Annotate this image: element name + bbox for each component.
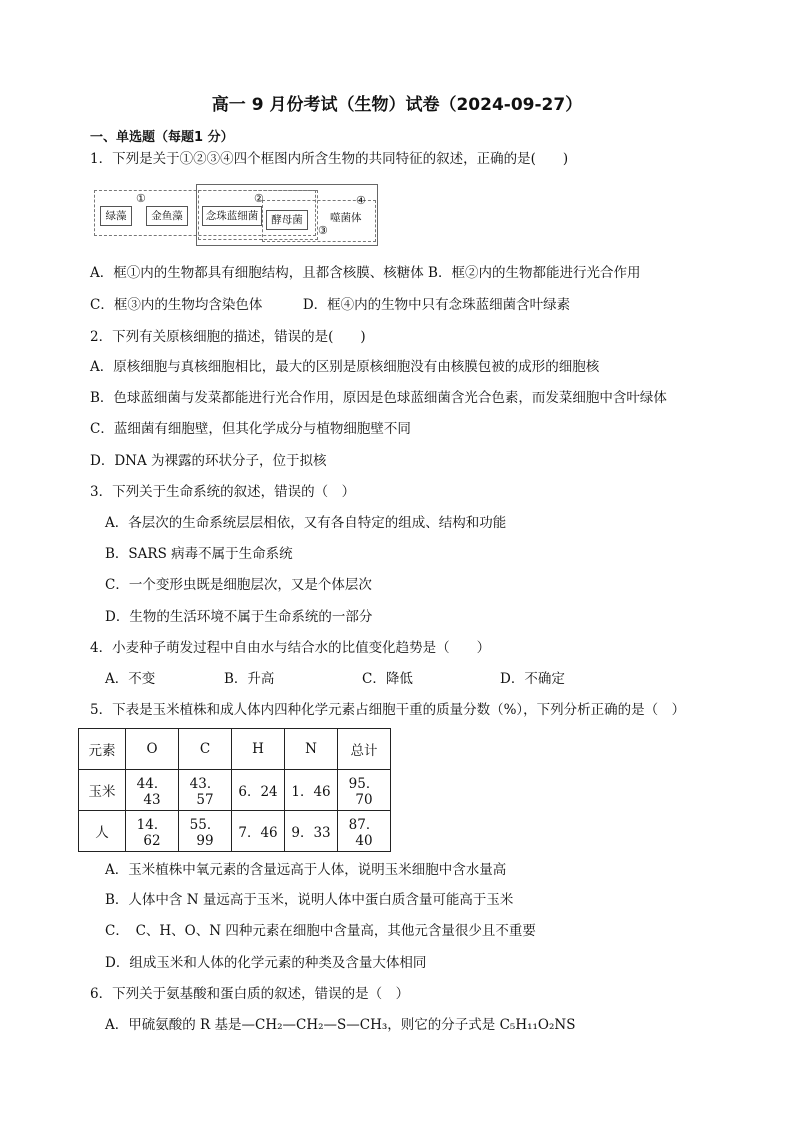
table-cell: 44．43 <box>126 770 179 811</box>
question-3-option-a: A．各层次的生命系统层层相依，又有各自特定的组成、结构和功能 <box>105 515 507 531</box>
table-header-cell: 总计 <box>338 729 391 770</box>
frame-4-label: ④ <box>356 194 366 207</box>
table-header-cell: 元素 <box>79 729 126 770</box>
table-header-cell: C <box>179 729 232 770</box>
question-1-options-ab: A．框①内的生物都具有细胞结构，且都含核膜、核糖体 B．框②内的生物都能进行光合作用 <box>90 265 641 281</box>
table-cell: 95．70 <box>338 770 391 811</box>
table-header-cell: H <box>232 729 285 770</box>
table-header-row <box>79 729 391 770</box>
organism-hornwort: 金鱼藻 <box>146 206 188 226</box>
question-1-options-cd: C．框③内的生物均含染色体 D．框④内的生物中只有念珠蓝细菌含叶绿素 <box>90 297 571 313</box>
table-cell: 14．62 <box>126 811 179 852</box>
frame-2-label: ② <box>254 192 264 205</box>
question-2-option-b: B．色球蓝细菌与发菜都能进行光合作用，原因是色球蓝细菌含光合色素，而发菜细胞中含叶绿体 <box>90 390 667 406</box>
question-5-stem: 5．下表是玉米植株和成人体内四种化学元素占细胞干重的质量分数（%），下列分析正确的是（ ） <box>90 702 686 718</box>
question-6-stem: 6．下列关于氨基酸和蛋白质的叙述，错误的是（ ） <box>90 986 410 1002</box>
question-4-option-d: D．不确定 <box>500 671 565 687</box>
table-cell: 6．24 <box>232 770 285 811</box>
question-3-option-b: B．SARS 病毒不属于生命系统 <box>105 546 293 562</box>
question-4-option-b: B．升高 <box>224 671 275 687</box>
table-cell: 1．46 <box>285 770 338 811</box>
question-2-option-a: A．原核细胞与真核细胞相比，最大的区别是原核细胞没有由核膜包被的成形的细胞核 <box>90 359 600 375</box>
table-cell: 玉米 <box>79 770 126 811</box>
section-heading: 一、单选题（每题1 分） <box>90 130 234 145</box>
table-cell: 55．99 <box>179 811 232 852</box>
question-5-option-d: D．组成玉米和人体的化学元素的种类及含量大体相同 <box>105 955 427 971</box>
page-title: 高一 9 月份考试（生物）试卷（2024-09-27） <box>211 95 583 115</box>
question-5-option-a: A．玉米植株中氧元素的含量远高于人体，说明玉米细胞中含水量高 <box>105 862 507 878</box>
question-3-option-c: C．一个变形虫既是细胞层次，又是个体层次 <box>105 577 372 593</box>
table-cell: 9．33 <box>285 811 338 852</box>
question-2-stem: 2．下列有关原核细胞的描述，错误的是( ) <box>90 329 366 345</box>
question-3-stem: 3．下列关于生命系统的叙述，错误的（ ） <box>90 484 356 500</box>
question-2-option-d: D．DNA 为裸露的环状分子，位于拟核 <box>90 453 327 469</box>
table-row <box>79 770 391 811</box>
table-header-cell: N <box>285 729 338 770</box>
question-5-option-c: C． C、H、O、N 四种元素在细胞中含量高，其他元含量很少且不重要 <box>105 923 536 939</box>
table-cell: 43．57 <box>179 770 232 811</box>
table-cell: 7．46 <box>232 811 285 852</box>
question-1-stem: 1．下列是关于①②③④四个框图内所含生物的共同特征的叙述，正确的是( ) <box>90 151 569 167</box>
question-4-option-a: A．不变 <box>105 671 156 687</box>
question-3-option-d: D．生物的生活环境不属于生命系统的一部分 <box>105 609 373 625</box>
table-cell: 人 <box>79 811 126 852</box>
organism-yeast: 酵母菌 <box>266 210 308 230</box>
table-row <box>79 811 391 852</box>
question-6-option-a: A．甲硫氨酸的 R 基是—CH₂—CH₂—S—CH₃，则它的分子式是 C₅H₁₁O₂NS <box>105 1017 576 1033</box>
question-2-option-c: C．蓝细菌有细胞壁，但其化学成分与植物细胞壁不同 <box>90 421 411 437</box>
question-4-stem: 4．小麦种子萌发过程中自由水与结合水的比值变化趋势是（ ） <box>90 640 491 656</box>
frame-1-label: ① <box>136 192 146 205</box>
organism-green-algae: 绿藻 <box>100 206 132 226</box>
element-content-table <box>78 728 391 852</box>
question-4-option-c: C．降低 <box>362 671 413 687</box>
question-1-diagram <box>94 184 378 248</box>
organism-phage: 噬菌体 <box>330 212 362 224</box>
organism-nostoc: 念珠蓝细菌 <box>202 206 262 226</box>
table-cell: 87．40 <box>338 811 391 852</box>
table-header-cell: O <box>126 729 179 770</box>
question-5-option-b: B．人体中含 N 量远高于玉米，说明人体中蛋白质含量可能高于玉米 <box>105 892 514 908</box>
frame-3-label: ③ <box>318 224 328 237</box>
